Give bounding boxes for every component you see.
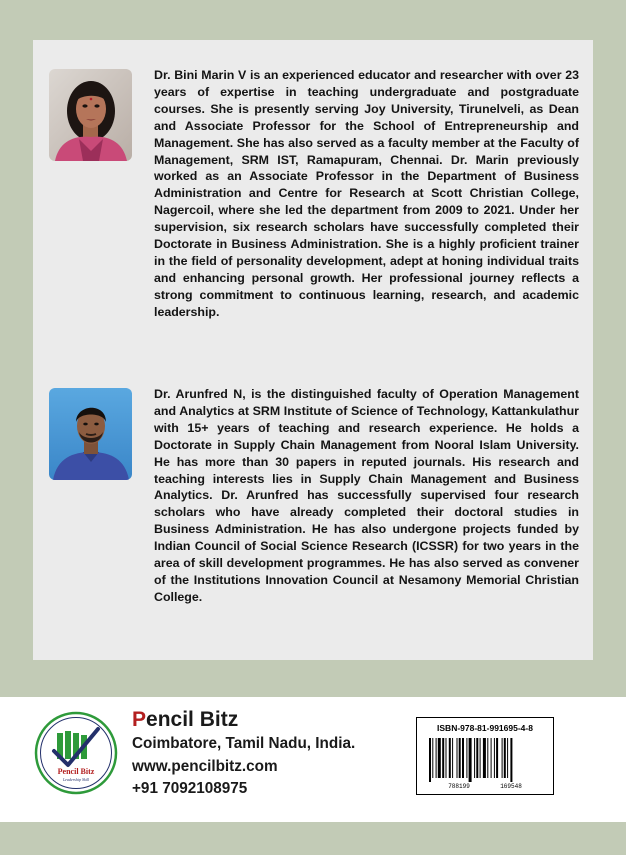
barcode-bar: [432, 738, 433, 778]
barcode-bar: [487, 738, 488, 778]
barcode-bar: [507, 738, 508, 778]
isbn-barcode: [416, 717, 554, 795]
barcode-bar: [491, 738, 492, 778]
barcode-bar: [476, 738, 478, 778]
barcode-bar: [436, 738, 437, 778]
publisher-phone: +91 7092108975: [132, 780, 248, 797]
barcode-bar: [449, 738, 451, 778]
publisher-logo: [34, 711, 118, 795]
author-bio-panel: [33, 40, 593, 660]
svg-text:Pencil Bitz: Pencil Bitz: [57, 767, 95, 776]
barcode-bar: [469, 738, 472, 782]
publisher-info: [132, 707, 355, 801]
publisher-footer: [0, 697, 626, 822]
barcode-bar: [466, 738, 467, 778]
svg-text:169548: 169548: [500, 783, 522, 790]
isbn-label: ISBN-978-81-991695-4-8: [437, 723, 533, 733]
barcode-bar: [510, 738, 512, 782]
barcode-bar: [457, 738, 458, 778]
author-photo-2: [49, 388, 132, 480]
author-bio-text-2: Dr. Arunfred N, is the distinguished faculty of Operation Management and Analytics at SRM Institute of Science of Technology, Kattankulathur with 15+ years of teaching and research experience. He holds a Doctorate in Supply Chain Management from Nooral Islam University. He has more than 30 papers in reputed journals. His research and teaching interests lies in Supply Chain Management and Business Analytics. Dr. Arunfred has successfully supervised four research scholars who have already completed their doctoral studies in Business Administration. He has also undergone projects funded by Indian Council of Social Science Research (ICSSR) for two years in the area of skill development programmes. He has also served as convener of the Institutions Innovation Council at Nesamony Memorial Christian College.: [154, 387, 579, 604]
barcode-bar: [446, 738, 447, 778]
barcode-bar: [504, 738, 506, 778]
barcode-bar: [429, 738, 431, 782]
author-bio-text-1: Dr. Bini Marin V is an experienced educator and researcher with over 23 years of expertise in teaching undergraduate and postgraduate courses. She is presently serving Joy University, Tirunelveli, as Dean and Associate Professor for the School of Entrepreneurship and Management. She has also served as a faculty member at the Faculty of Management, SRM IST, Ramapuram, Chennai. Dr. Marin previously worked as an Associate Professor in the Department of Business Administration and Centre for Research at Scott Christian College, Nagercoil, where she led the department from 2009 to 2021. Under her supervision, six research scholars have successfully completed their Doctorate in Business Administration. She is a highly proficient trainer in the field of personality development, adept at honing individual traits and enhancing personal growth. Her professional journey reflects a strong commitment to continuous learning, research, and academic leadership.: [154, 68, 579, 319]
author-photo-1: [49, 69, 132, 161]
barcode-bar: [452, 738, 453, 778]
woman-portrait-icon: [49, 69, 132, 161]
man-portrait-icon: [49, 388, 132, 480]
barcode-bar: [502, 738, 503, 778]
barcode-bar: [462, 738, 464, 778]
svg-text:788199: 788199: [448, 783, 470, 790]
publisher-website: www.pencilbitz.com: [132, 757, 278, 775]
barcode-bar: [474, 738, 475, 778]
barcode-icon: [425, 736, 545, 790]
barcode-bar: [496, 738, 498, 778]
barcode-bar: [483, 738, 486, 778]
barcode-bar: [480, 738, 481, 778]
svg-text:Leadership Skill: Leadership Skill: [62, 777, 90, 782]
barcode-bar: [494, 738, 495, 778]
publisher-name: Pencil Bitz: [132, 708, 239, 731]
publisher-location: Coimbatore, Tamil Nadu, India.: [132, 735, 356, 752]
barcode-bar: [438, 738, 441, 778]
barcode-bar: [459, 738, 461, 778]
barcode-bar: [442, 738, 444, 778]
pencil-bitz-logo-icon: [34, 711, 118, 795]
